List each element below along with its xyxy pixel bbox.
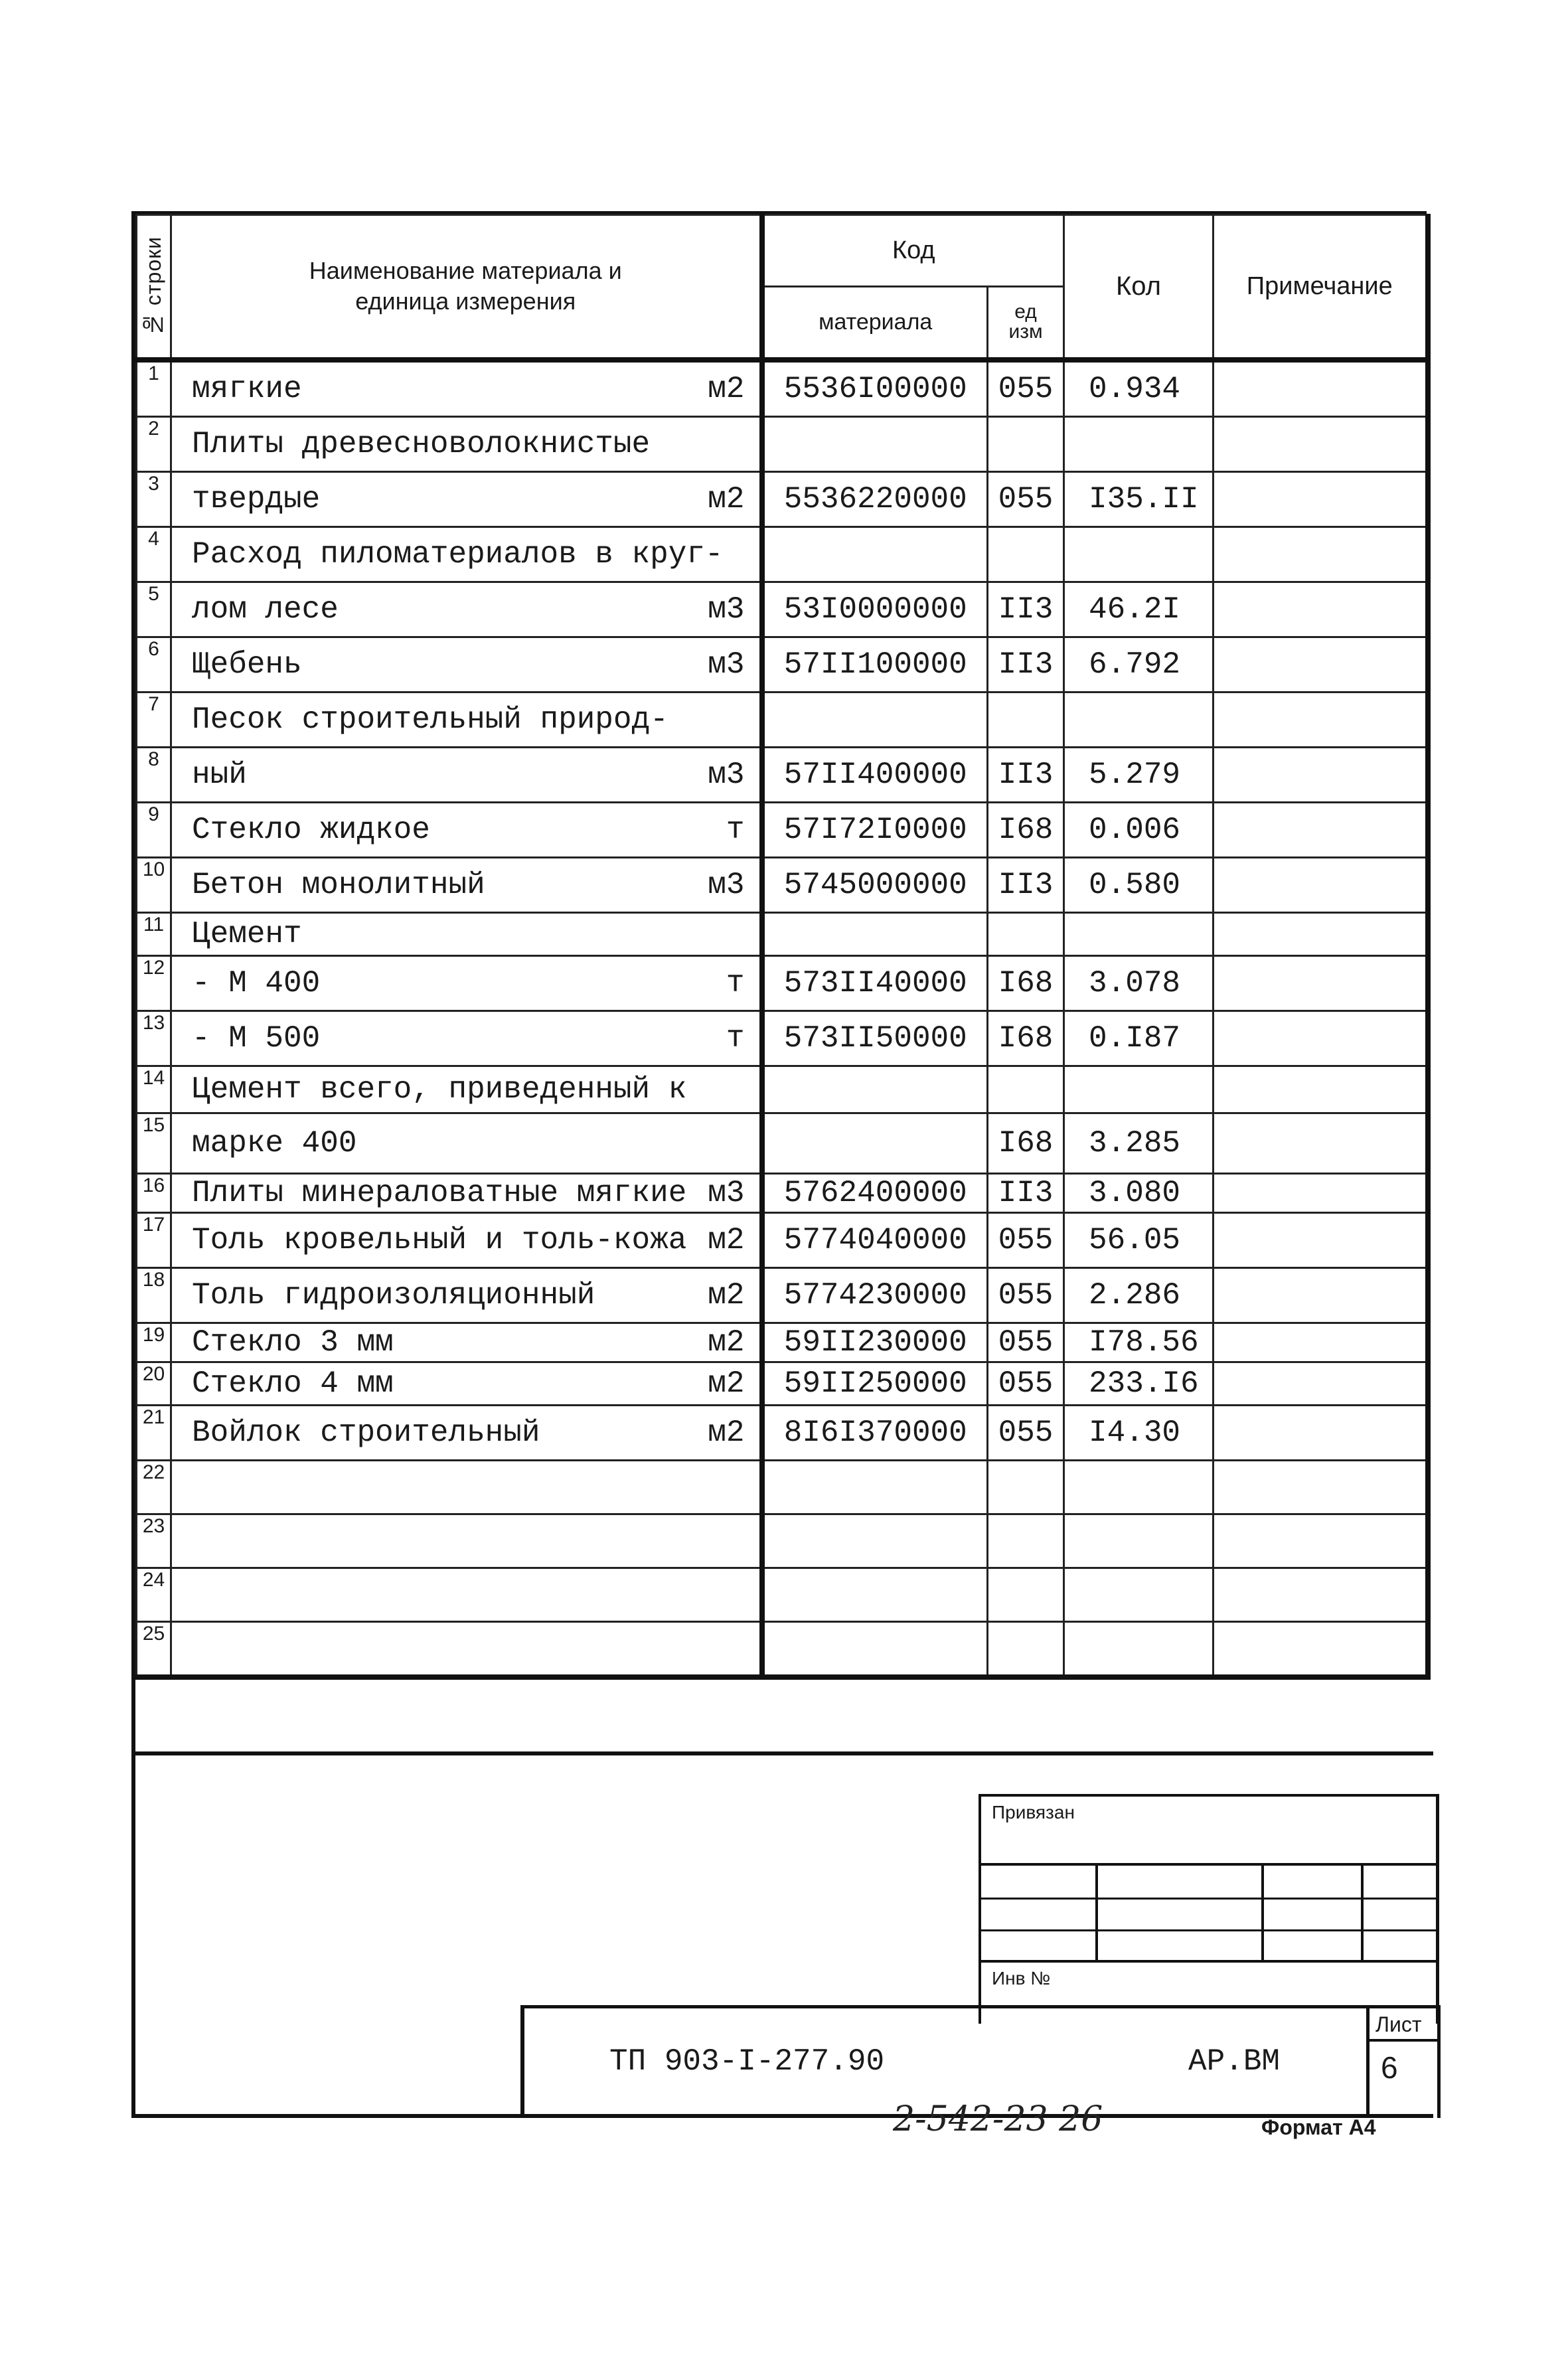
row-number: 1: [137, 360, 171, 417]
material-name-text: - М 400: [192, 965, 321, 1001]
note-cell: [1214, 637, 1428, 692]
material-code: 59II230000: [762, 1323, 988, 1362]
material-name-text: ный: [192, 757, 247, 792]
row-number: 4: [137, 527, 171, 582]
note-cell: [1214, 1066, 1428, 1113]
note-cell: [1214, 527, 1428, 582]
row-number: 18: [137, 1267, 171, 1323]
material-name-text: Бетон монолитный: [192, 867, 485, 902]
material-name-text: Войлок строительный: [192, 1415, 540, 1450]
quantity: [1064, 527, 1214, 582]
sheet-cell-line: [1366, 2039, 1437, 2042]
quantity: 2.286: [1064, 1267, 1214, 1323]
quantity: 0.I87: [1064, 1011, 1214, 1066]
material-code: [762, 527, 988, 582]
material-name: [171, 1460, 762, 1514]
note-cell: [1214, 360, 1428, 417]
material-code: 5536I00000: [762, 360, 988, 417]
unit-of-measure: м3: [708, 757, 745, 792]
unit-code: [988, 1621, 1064, 1677]
material-code: [762, 1460, 988, 1514]
row-number: 12: [137, 955, 171, 1011]
unit-of-measure: м2: [708, 1222, 745, 1258]
table-row: [137, 1514, 1428, 1568]
material-name-text: Плиты древесноволокнистые: [192, 426, 651, 461]
unit-code: 055: [988, 471, 1064, 527]
table-row: [137, 360, 1428, 417]
quantity: [1064, 1568, 1214, 1621]
material-code: [762, 1066, 988, 1113]
material-name-text: - М 500: [192, 1020, 321, 1056]
unit-code: II3: [988, 747, 1064, 802]
row-number: 13: [137, 1011, 171, 1066]
material-name: [171, 955, 762, 1011]
material-name: [171, 582, 762, 637]
unit-of-measure: м3: [708, 1175, 745, 1210]
row-number: 20: [137, 1362, 171, 1405]
unit-code: [988, 1066, 1064, 1113]
quantity: 5.279: [1064, 747, 1214, 802]
material-code: 5745000000: [762, 857, 988, 912]
material-name: [171, 1212, 762, 1267]
sheet-number: 6: [1381, 2050, 1398, 2085]
table-row: [137, 802, 1428, 857]
table-row: [137, 1362, 1428, 1405]
code-header: Код: [762, 215, 1064, 287]
note-cell: [1214, 1011, 1428, 1066]
material-name: [171, 1514, 762, 1568]
note-cell: [1214, 955, 1428, 1011]
material-code: 5536220000: [762, 471, 988, 527]
note-cell: [1214, 692, 1428, 747]
quantity: 0.006: [1064, 802, 1214, 857]
material-name-text: Плиты минераловатные мягкие: [192, 1175, 687, 1210]
material-name-text: Толь кровельный и толь-кожа: [192, 1222, 687, 1258]
material-name: [171, 1267, 762, 1323]
table-row: [137, 1267, 1428, 1323]
quantity: [1064, 416, 1214, 471]
table-row: [137, 857, 1428, 912]
quantity: 233.I6: [1064, 1362, 1214, 1405]
note-cell: [1214, 1267, 1428, 1323]
unit-code: [988, 1514, 1064, 1568]
unit-code: 055: [988, 1212, 1064, 1267]
note-cell: [1214, 802, 1428, 857]
table-row: [137, 1011, 1428, 1066]
row-number: 9: [137, 802, 171, 857]
material-code: 59II250000: [762, 1362, 988, 1405]
handwritten-number: 2-542-23 26: [893, 2099, 1103, 2139]
note-cell: [1214, 471, 1428, 527]
material-name: [171, 360, 762, 417]
note-cell: [1214, 1362, 1428, 1405]
quantity: 0.580: [1064, 857, 1214, 912]
unit-code: [988, 1460, 1064, 1514]
table-row: [137, 1323, 1428, 1362]
material-name-text: Щебень: [192, 647, 302, 682]
material-code: [762, 692, 988, 747]
quantity: [1064, 1514, 1214, 1568]
table-row: [137, 1212, 1428, 1267]
material-code: 5774040000: [762, 1212, 988, 1267]
table-row: [137, 1568, 1428, 1621]
quantity: [1064, 692, 1214, 747]
unit-code: II3: [988, 857, 1064, 912]
table-row: [137, 1173, 1428, 1212]
material-name-text: мягкие: [192, 371, 302, 406]
unit-of-measure: м2: [708, 1366, 745, 1401]
unit-code: 055: [988, 1362, 1064, 1405]
unit-of-measure: м2: [708, 1277, 745, 1313]
document-section: АР.ВМ: [1188, 2044, 1281, 2079]
row-number: 23: [137, 1514, 171, 1568]
quantity: 3.078: [1064, 955, 1214, 1011]
unit-code-header: ед изм: [988, 287, 1064, 360]
note-cell: [1214, 747, 1428, 802]
row-number-header-text: № строки: [141, 236, 165, 337]
name-header: Наименование материала и единица измерения: [171, 215, 762, 360]
unit-code: I68: [988, 1113, 1064, 1173]
row-number: 2: [137, 416, 171, 471]
table-row: [137, 747, 1428, 802]
material-name: [171, 1568, 762, 1621]
row-number: 7: [137, 692, 171, 747]
material-name-text: лом лесе: [192, 592, 339, 627]
quantity: [1064, 1460, 1214, 1514]
quantity: 3.285: [1064, 1113, 1214, 1173]
quantity: I4.30: [1064, 1405, 1214, 1460]
inventory-number-label: Инв №: [992, 1968, 1051, 1988]
unit-of-measure: м2: [708, 371, 745, 406]
material-name-text: марке 400: [192, 1125, 357, 1161]
unit-code: I68: [988, 955, 1064, 1011]
material-code: 573II40000: [762, 955, 988, 1011]
row-number: 22: [137, 1460, 171, 1514]
quantity: [1064, 912, 1214, 955]
unit-code: II3: [988, 637, 1064, 692]
note-cell: [1214, 416, 1428, 471]
note-cell: [1214, 1568, 1428, 1621]
row-number: 6: [137, 637, 171, 692]
material-name: [171, 857, 762, 912]
material-name-text: Песок строительный природ-: [192, 702, 668, 737]
note-cell: [1214, 582, 1428, 637]
table-row: [137, 637, 1428, 692]
linked-line-1: [981, 1863, 1436, 1866]
unit-code: [988, 527, 1064, 582]
unit-code: 055: [988, 1323, 1064, 1362]
sheet-cell-divider: [1366, 2008, 1370, 2118]
linked-vline-3: [1361, 1863, 1364, 1960]
row-number: 24: [137, 1568, 171, 1621]
unit-code: [988, 416, 1064, 471]
material-name: [171, 1066, 762, 1113]
unit-of-measure: м3: [708, 647, 745, 682]
qty-header: Кол: [1064, 215, 1214, 360]
material-code: [762, 1113, 988, 1173]
row-number: 16: [137, 1173, 171, 1212]
material-code: 8I6I370000: [762, 1405, 988, 1460]
material-name-text: Цемент всего, приведенный к: [192, 1072, 687, 1107]
unit-code: [988, 912, 1064, 955]
row-number: 8: [137, 747, 171, 802]
linked-line-3: [981, 1929, 1436, 1931]
materials-table-body: [137, 360, 1428, 1677]
row-number: 17: [137, 1212, 171, 1267]
quantity: 46.2I: [1064, 582, 1214, 637]
row-number: 3: [137, 471, 171, 527]
unit-of-measure: м2: [708, 1415, 745, 1450]
table-row: [137, 955, 1428, 1011]
note-cell: [1214, 1514, 1428, 1568]
material-code: [762, 1621, 988, 1677]
material-name: [171, 692, 762, 747]
unit-code: 055: [988, 1267, 1064, 1323]
row-number: 10: [137, 857, 171, 912]
material-name: [171, 1113, 762, 1173]
material-name-text: Толь гидроизоляционный: [192, 1277, 595, 1313]
note-cell: [1214, 1323, 1428, 1362]
format-label: Формат А4: [1261, 2115, 1376, 2139]
row-number: 19: [137, 1323, 171, 1362]
note-cell: [1214, 912, 1428, 955]
material-name: [171, 1621, 762, 1677]
materials-table: [135, 214, 1431, 1680]
linked-vline-2: [1261, 1863, 1264, 1960]
material-code: [762, 912, 988, 955]
quantity: I35.II: [1064, 471, 1214, 527]
quantity: 0.934: [1064, 360, 1214, 417]
unit-code: I68: [988, 802, 1064, 857]
linked-vline-1: [1095, 1863, 1098, 1960]
material-name: [171, 416, 762, 471]
material-code: [762, 416, 988, 471]
unit-code: II3: [988, 582, 1064, 637]
material-name: [171, 802, 762, 857]
table-row: [137, 1621, 1428, 1677]
unit-of-measure: т: [726, 812, 745, 847]
unit-code: [988, 1568, 1064, 1621]
note-cell: [1214, 1405, 1428, 1460]
table-row: [137, 1405, 1428, 1460]
note-cell: [1214, 1173, 1428, 1212]
table-row: [137, 527, 1428, 582]
quantity: 56.05: [1064, 1212, 1214, 1267]
table-row: [137, 692, 1428, 747]
material-name-text: Стекло 4 мм: [192, 1366, 394, 1401]
specification-sheet: [131, 211, 1427, 2118]
table-row: [137, 582, 1428, 637]
material-name: [171, 1405, 762, 1460]
unit-of-measure: м2: [708, 1325, 745, 1360]
material-code-header: материала: [762, 287, 988, 360]
sheet-label: Лист: [1375, 2012, 1422, 2036]
material-code: 57I72I0000: [762, 802, 988, 857]
row-number: 5: [137, 582, 171, 637]
stamp-top-line: [135, 1751, 1433, 1755]
row-number: 14: [137, 1066, 171, 1113]
material-code: 57II400000: [762, 747, 988, 802]
material-name: [171, 527, 762, 582]
linked-line-2: [981, 1898, 1436, 1900]
material-name-text: Цемент: [192, 916, 302, 951]
material-name-text: твердые: [192, 481, 321, 517]
unit-code: [988, 692, 1064, 747]
row-number: 21: [137, 1405, 171, 1460]
unit-code: I68: [988, 1011, 1064, 1066]
unit-code: II3: [988, 1173, 1064, 1212]
table-row: [137, 1113, 1428, 1173]
sheet-bottom-line: [135, 2114, 1433, 2118]
row-number: 25: [137, 1621, 171, 1677]
material-name: [171, 637, 762, 692]
material-code: 573II50000: [762, 1011, 988, 1066]
material-name-text: Расход пиломатериалов в круг-: [192, 536, 724, 572]
material-code: 5774230000: [762, 1267, 988, 1323]
note-cell: [1214, 1460, 1428, 1514]
material-name: [171, 747, 762, 802]
unit-of-measure: т: [726, 1020, 745, 1056]
row-number-header: [137, 215, 171, 360]
quantity: 6.792: [1064, 637, 1214, 692]
unit-of-measure: м2: [708, 481, 745, 517]
table-row: [137, 1066, 1428, 1113]
material-code: 53I0000000: [762, 582, 988, 637]
material-name: [171, 471, 762, 527]
table-row: [137, 912, 1428, 955]
note-cell: [1214, 1113, 1428, 1173]
row-number: 11: [137, 912, 171, 955]
material-name: [171, 912, 762, 955]
note-cell: [1214, 857, 1428, 912]
unit-of-measure: м3: [708, 592, 745, 627]
note-cell: [1214, 1212, 1428, 1267]
row-number: 15: [137, 1113, 171, 1173]
material-code: 57II100000: [762, 637, 988, 692]
note-cell: [1214, 1621, 1428, 1677]
unit-code: 055: [988, 360, 1064, 417]
linked-block: [979, 1794, 1439, 2024]
note-header: Примечание: [1214, 215, 1428, 360]
material-name-text: Стекло жидкое: [192, 812, 430, 847]
material-code: 5762400000: [762, 1173, 988, 1212]
quantity: [1064, 1621, 1214, 1677]
material-name: [171, 1173, 762, 1212]
table-row: [137, 416, 1428, 471]
material-name: [171, 1011, 762, 1066]
material-name: [171, 1362, 762, 1405]
unit-of-measure: м3: [708, 867, 745, 902]
material-code: [762, 1568, 988, 1621]
material-name: [171, 1323, 762, 1362]
unit-of-measure: т: [726, 965, 745, 1001]
unit-code: 055: [988, 1405, 1064, 1460]
table-row: [137, 471, 1428, 527]
quantity: 3.080: [1064, 1173, 1214, 1212]
linked-line-4: [981, 1960, 1436, 1963]
linked-label: Привязан: [992, 1802, 1075, 1823]
table-row: [137, 1460, 1428, 1514]
quantity: I78.56: [1064, 1323, 1214, 1362]
material-name-text: Стекло 3 мм: [192, 1325, 394, 1360]
quantity: [1064, 1066, 1214, 1113]
material-code: [762, 1514, 988, 1568]
document-code: ТП 903-I-277.90: [609, 2044, 885, 2079]
